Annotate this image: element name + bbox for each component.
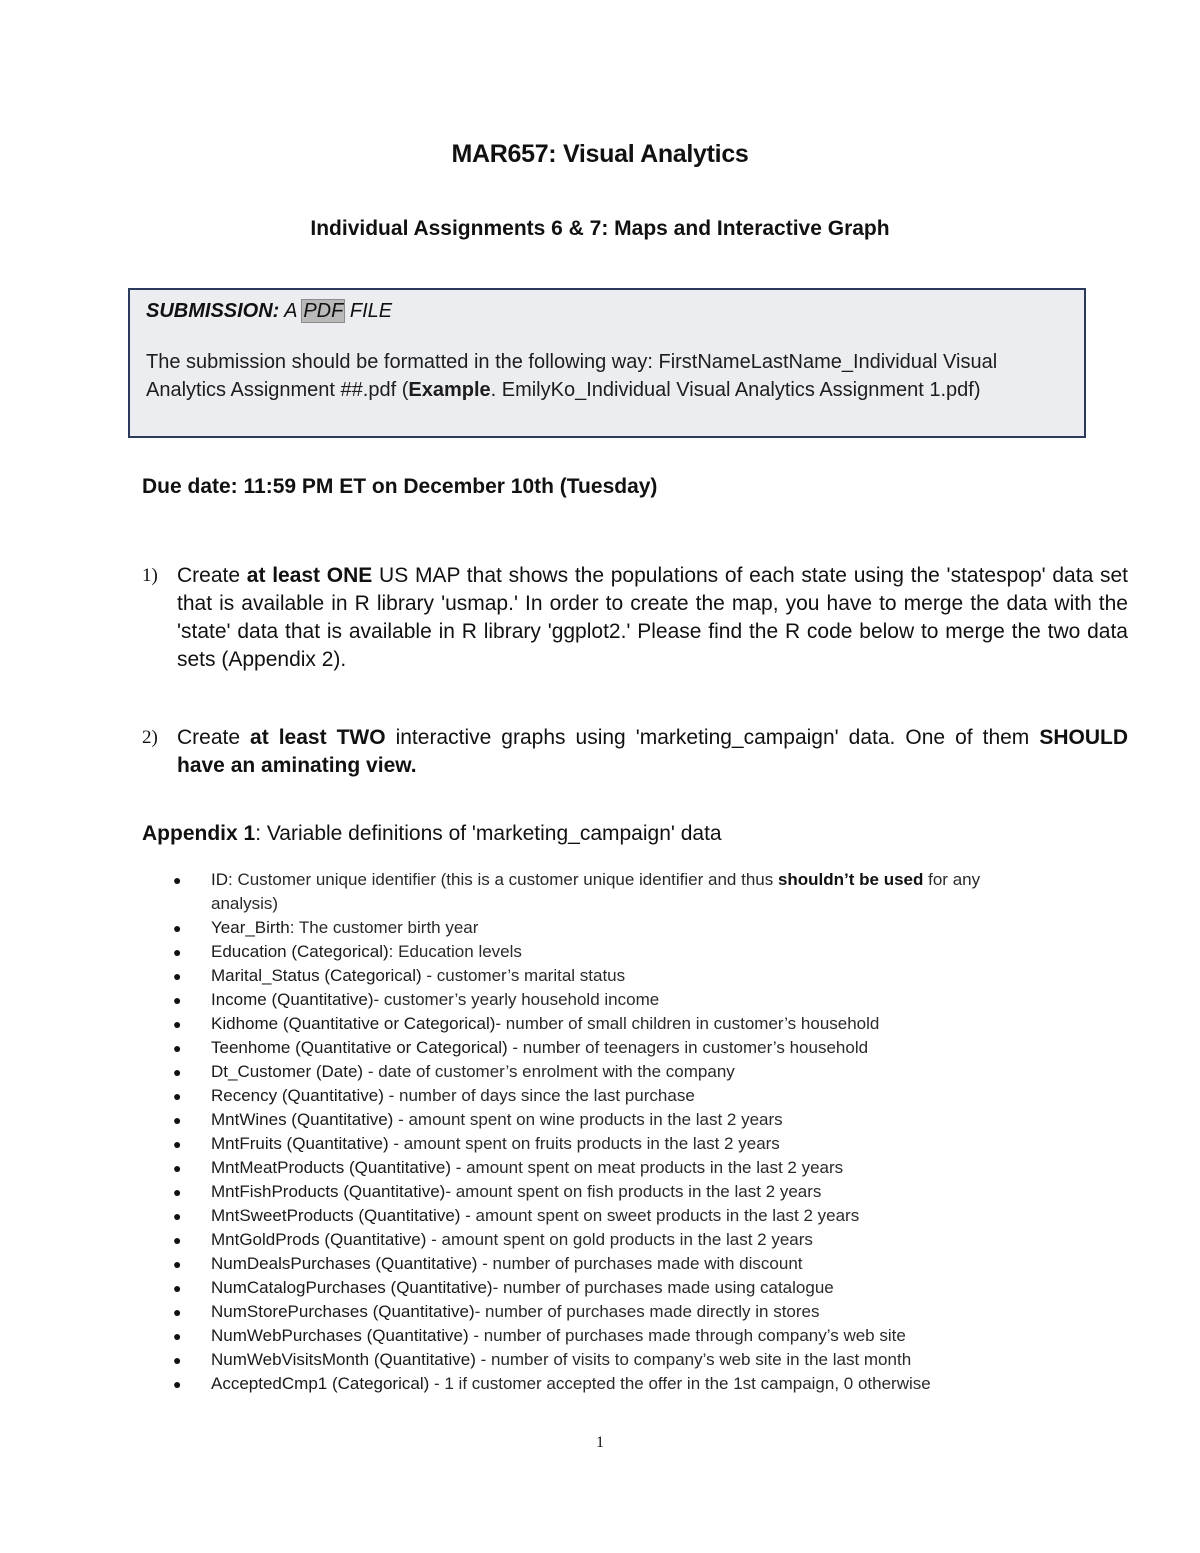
variable-name: Education (Categorical) [211,942,389,961]
appendix-heading [142,822,722,846]
question-number: 1) [142,565,158,586]
variable-emphasis: shouldn’t be used [777,870,924,889]
variable-name: ID [211,870,228,889]
page-number: 1 [596,1434,604,1451]
bullet-icon: ● [173,1016,182,1032]
submission-body-part1: The submission should be formatted in the following way: FirstNameLastName_Individual Visual Analytics Assignment ##.pdf ( [146,351,998,401]
document-subtitle: Individual Assignments 6 & 7: Maps and Interactive Graph [310,217,890,240]
variable-text [211,1300,1051,1324]
variable-text [211,964,1051,988]
bullet-icon: ● [173,1184,182,1200]
submission-box [128,288,1086,438]
variable-description: - amount spent on meat products in the last 2 years [450,1158,844,1177]
question-number: 2) [142,727,158,748]
variable-item [0,868,1200,916]
variable-name: NumWebVisitsMonth (Quantitative) [211,1350,476,1369]
variable-name: Recency (Quantitative) [211,1086,384,1105]
variable-name: MntFruits (Quantitative) [211,1134,389,1153]
variable-text [211,916,1051,940]
question-text [177,562,1128,674]
variable-text [211,1108,1051,1132]
variable-text [211,1132,1051,1156]
appendix-label: Appendix 1 [142,822,256,845]
variable-text [211,1180,1051,1204]
variable-item [0,1324,1200,1348]
question-text-part: interactive graphs using 'marketing_campaign' data. One of them [385,726,1040,749]
submission-example-label: Example [408,379,491,401]
submission-file: FILE [344,300,393,322]
bullet-icon: ● [173,1232,182,1248]
bullet-icon: ● [173,1328,182,1344]
variable-name: MntGoldProds (Quantitative) [211,1230,427,1249]
variable-name: MntFishProducts (Quantitative) [211,1182,446,1201]
variable-description: - number of small children in customer’s household [495,1014,880,1033]
variable-item [0,1132,1200,1156]
variable-item [0,1276,1200,1300]
variable-item [0,1060,1200,1084]
variable-description: - amount spent on wine products in the last 2 years [393,1110,783,1129]
variable-description: : Customer unique identifier (this is a customer unique identifier and thus [228,870,778,889]
variable-description: for any analysis) [211,870,981,913]
variable-description: - number of days since the last purchase [383,1086,695,1105]
bullet-icon: ● [173,1040,182,1056]
variable-text [211,1372,1051,1396]
variable-name: Marital_Status (Categorical) [211,966,422,985]
variable-item [0,1156,1200,1180]
variable-description: - amount spent on fruits products in the last 2 years [388,1134,780,1153]
variable-item [0,1012,1200,1036]
variable-name: NumCatalogPurchases (Quantitative) [211,1278,493,1297]
variable-description: - customer’s yearly household income [373,990,660,1009]
variable-description: - number of purchases made directly in stores [474,1302,820,1321]
variable-name: MntWines (Quantitative) [211,1110,394,1129]
bullet-icon: ● [173,1088,182,1104]
variable-name: AcceptedCmp1 (Categorical) [211,1374,430,1393]
bullet-icon: ● [173,1280,182,1296]
variable-item [0,1348,1200,1372]
variable-description: - 1 if customer accepted the offer in the 1st campaign, 0 otherwise [429,1374,931,1393]
variable-item [0,1300,1200,1324]
variable-item [0,1180,1200,1204]
appendix-text: : Variable definitions of 'marketing_campaign' data [255,822,722,845]
variable-description: - amount spent on gold products in the last 2 years [426,1230,813,1249]
bullet-icon: ● [173,1256,182,1272]
variable-name: Dt_Customer (Date) [211,1062,364,1081]
variable-name: Kidhome (Quantitative or Categorical) [211,1014,496,1033]
variable-text [211,1324,1051,1348]
variable-item [0,940,1200,964]
variable-description: : The customer birth year [289,918,479,937]
submission-pdf-highlight: PDF [303,300,344,322]
variable-item [0,1036,1200,1060]
bullet-icon: ● [173,920,182,936]
question-emphasis: SHOULD have an aminating view. [177,726,1128,777]
variable-item [0,1108,1200,1132]
bullet-icon: ● [173,1208,182,1224]
variable-list [0,868,1200,1396]
variable-description: : Education levels [388,942,522,961]
question-2 [142,724,1128,780]
submission-a: A [279,300,303,322]
variable-description: - number of purchases made through company’s web site [468,1326,906,1345]
bullet-icon: ● [173,968,182,984]
question-text-part: Create [177,726,251,749]
bullet-icon: ● [173,992,182,1008]
bullet-icon: ● [173,1160,182,1176]
variable-item [0,916,1200,940]
variable-description: - number of visits to company’s web site in the last month [475,1350,912,1369]
variable-item [0,1204,1200,1228]
variable-text [211,1252,1051,1276]
variable-text [211,940,1051,964]
submission-heading [146,300,392,323]
question-emphasis: at least ONE [246,564,373,587]
due-date: Due date: 11:59 PM ET on December 10th (Tuesday) [142,475,658,498]
variable-name: Income (Quantitative) [211,990,374,1009]
bullet-icon: ● [173,1112,182,1128]
variable-item [0,1372,1200,1396]
variable-description: - customer’s marital status [421,966,626,985]
variable-text [211,1156,1051,1180]
variable-description: - number of purchases made with discount [477,1254,803,1273]
variable-text [211,1204,1051,1228]
variable-item [0,964,1200,988]
variable-description: - number of teenagers in customer’s household [507,1038,869,1057]
variable-text [211,868,1051,916]
submission-label: SUBMISSION: [146,300,280,322]
bullet-icon: ● [173,1376,182,1392]
bullet-icon: ● [173,1064,182,1080]
question-1 [142,562,1128,674]
variable-item [0,1228,1200,1252]
question-emphasis: at least TWO [250,726,386,749]
variable-item [0,1252,1200,1276]
variable-description: - date of customer’s enrolment with the company [363,1062,735,1081]
variable-text [211,1228,1051,1252]
question-text-part: US MAP that shows the populations of each state using the 'statespop' data set that is available in R library 'usmap.' In order to create the map, you have to merge the data with the 'state' data that is available in R library 'ggplot2.' Please find the R code below to merge the two data sets (Appendix 2). [177,564,1128,671]
bullet-icon: ● [173,1136,182,1152]
variable-name: NumDealsPurchases (Quantitative) [211,1254,478,1273]
question-text-part: Create [177,564,247,587]
variable-item [0,1084,1200,1108]
variable-name: Teenhome (Quantitative or Categorical) [211,1038,508,1057]
submission-instructions [146,348,1076,404]
variable-text [211,1348,1051,1372]
variable-text [211,1012,1051,1036]
variable-name: MntSweetProducts (Quantitative) [211,1206,461,1225]
variable-description: - amount spent on sweet products in the last 2 years [460,1206,860,1225]
bullet-icon: ● [173,1304,182,1320]
submission-body-part2: . EmilyKo_Individual Visual Analytics Assignment 1.pdf) [490,379,981,401]
variable-description: - amount spent on fish products in the last 2 years [445,1182,822,1201]
document-title: MAR657: Visual Analytics [451,140,749,168]
variable-name: NumStorePurchases (Quantitative) [211,1302,475,1321]
variable-name: Year_Birth [211,918,290,937]
question-text [177,724,1128,780]
bullet-icon: ● [173,1352,182,1368]
variable-item [0,988,1200,1012]
variable-text [211,988,1051,1012]
variable-text [211,1060,1051,1084]
variable-description: - number of purchases made using catalogue [492,1278,834,1297]
variable-name: MntMeatProducts (Quantitative) [211,1158,451,1177]
variable-text [211,1276,1051,1300]
variable-text [211,1084,1051,1108]
bullet-icon: ● [173,944,182,960]
variable-name: NumWebPurchases (Quantitative) [211,1326,469,1345]
bullet-icon: ● [173,872,182,888]
variable-text [211,1036,1051,1060]
